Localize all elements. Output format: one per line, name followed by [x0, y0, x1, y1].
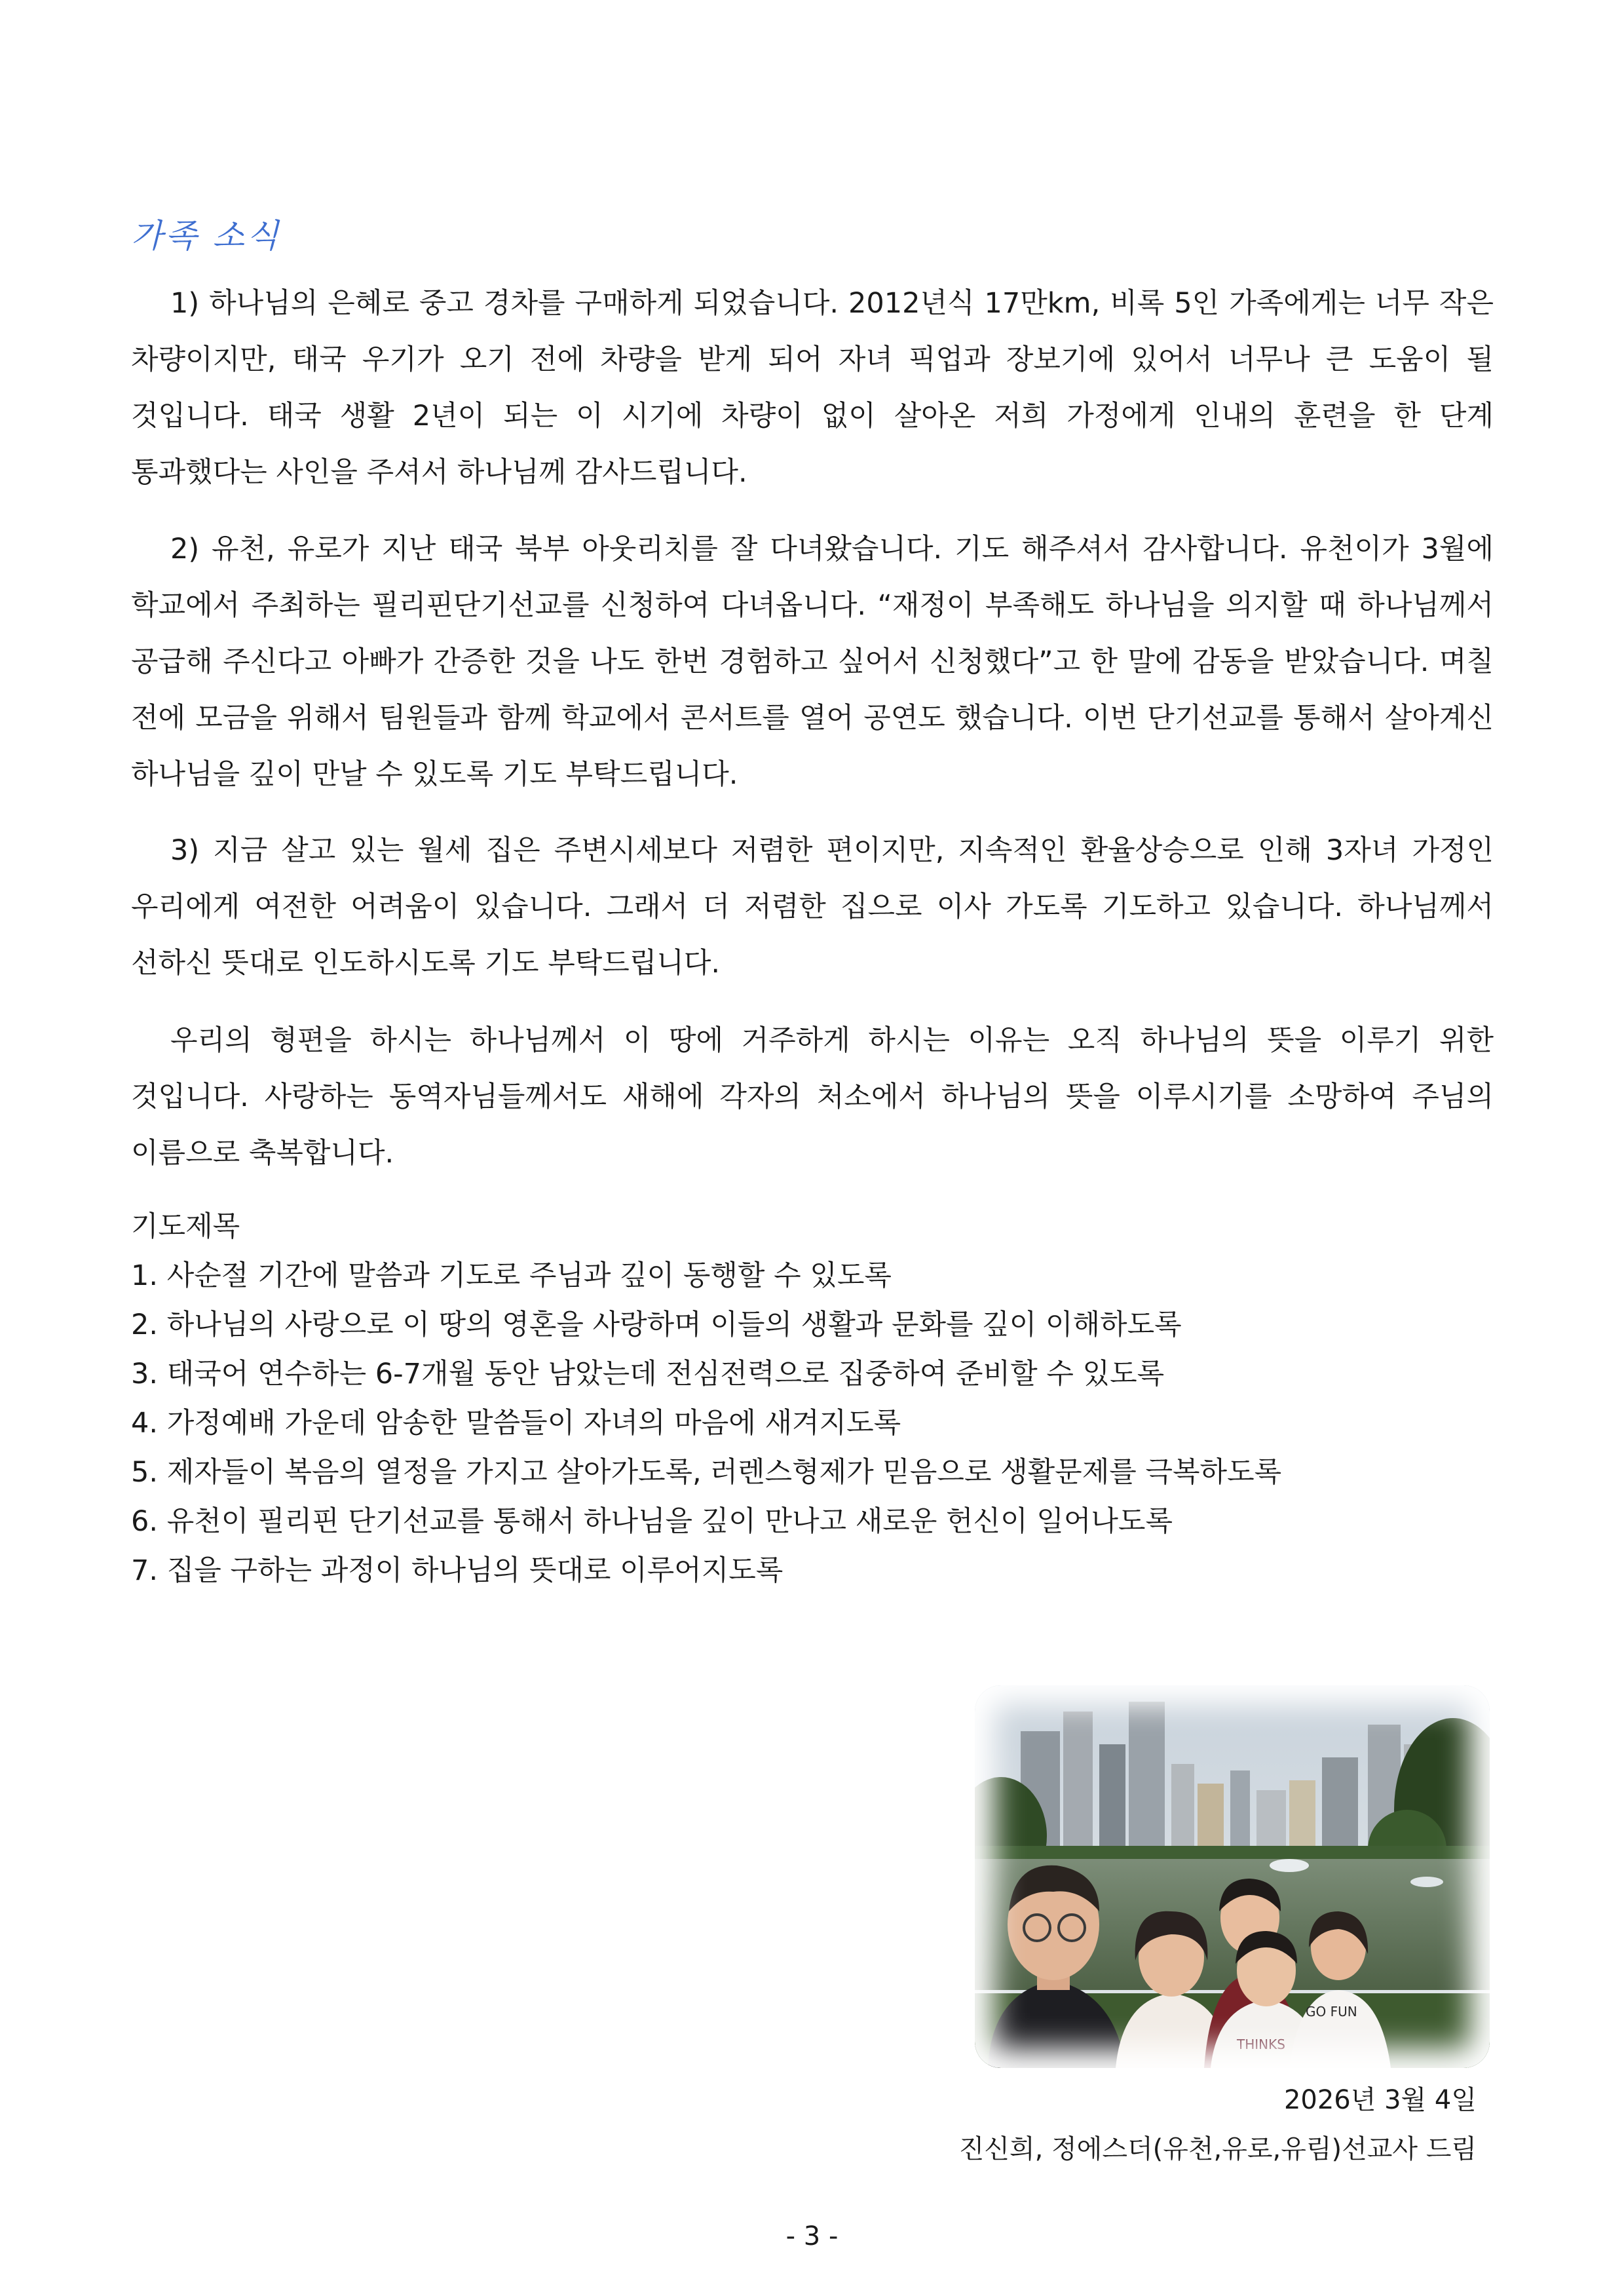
closing-paragraph: 우리의 형편을 하시는 하나님께서 이 땅에 거주하게 하시는 이유는 오직 하나님의 뜻을 이루기 위한 것입니다. 사랑하는 동역자님들께서도 새해에 각자의 처소에서 하나님의 뜻을 이루시기를 소망하여 주님의 이름으로 축복합니다.: [131, 1024, 1494, 1170]
prayer-item: 3. 태국어 연수하는 6-7개월 동안 남았는데 전심전력으로 집중하여 준비할 수 있도록: [131, 1358, 1165, 1390]
shirt-text-girl: GO FUN: [1306, 2004, 1357, 2019]
news-paragraph-2: 2) 유천, 유로가 지난 태국 북부 아웃리치를 잘 다녀왔습니다. 기도 해주셔서 감사합니다. 유천이가 3월에 학교에서 주최하는 필리핀단기선교를 신청하여 다녀옵니다. “재정이 부족해도 하나님을 의지할 때 하나님께서 공급해 주신다고 아빠가 간증한 것을 나도 한번 경험하고 싶어서 신청했다”고 한 말에 감동을 받았습니다. 며칠 전에 모금을 위해서 팀원들과 함께 학교에서 콘서트를 열어 공연도 했습니다. 이번 단기선교를 통해서 살아계신 하나님을 깊이 만날 수 있도록 기도 부탁드립니다.: [131, 533, 1494, 791]
shirt-text-front: THINKS: [1237, 2037, 1285, 2052]
family-photo-illustration: [975, 1685, 1490, 2068]
prayer-item: 2. 하나님의 사랑으로 이 땅의 영혼을 사랑하며 이들의 생활과 문화를 깊이 이해하도록: [131, 1309, 1182, 1341]
prayer-list-title: 기도제목: [131, 1210, 240, 1243]
letter-date: 2026년 3월 4일: [1283, 2085, 1477, 2115]
prayer-list: [131, 1252, 1507, 1596]
family-photo: [975, 1685, 1490, 2068]
news-paragraph-1: 1) 하나님의 은혜로 중고 경차를 구매하게 되었습니다. 2012년식 17만km, 비록 5인 가족에게는 너무 작은 차량이지만, 태국 우기가 오기 전에 차량을 받게 되어 자녀 픽업과 장보기에 있어서 너무나 큰 도움이 될 것입니다. 태국 생활 2년이 되는 이 시기에 차량이 없이 살아온 저희 가정에게 인내의 훈련을 한 단계 통과했다는 사인을 주셔서 하나님께 감사드립니다.: [131, 287, 1494, 489]
prayer-item: 7. 집을 구하는 과정이 하나님의 뜻대로 이루어지도록: [131, 1554, 784, 1587]
prayer-item: 5. 제자들이 복음의 열정을 가지고 살아가도록, 러렌스형제가 믿음으로 생활문제를 극복하도록: [131, 1456, 1282, 1489]
fountain: [1270, 1859, 1309, 1872]
section-heading: 가족 소식: [131, 217, 282, 255]
prayer-item: 6. 유천이 필리핀 단기선교를 통해서 하나님을 깊이 만나고 새로운 헌신이 일어나도록: [131, 1505, 1173, 1538]
prayer-item: 4. 가정예배 가운데 암송한 말씀들이 자녀의 마음에 새겨지도록: [131, 1407, 901, 1440]
letter-signature: 진신희, 정에스더(유천,유로,유림)선교사 드림: [958, 2134, 1477, 2164]
page-number: - 3 -: [785, 2221, 839, 2251]
news-paragraph-3: 3) 지금 살고 있는 월세 집은 주변시세보다 저렴한 편이지만, 지속적인 환율상승으로 인해 3자녀 가정인 우리에게 여전한 어려움이 있습니다. 그래서 더 저렴한 집으로 이사 가도록 기도하고 있습니다. 하나님께서 선하신 뜻대로 인도하시도록 기도 부탁드립니다.: [131, 834, 1494, 980]
prayer-item: 1. 사순절 기간에 말씀과 기도로 주님과 깊이 동행할 수 있도록: [131, 1259, 892, 1292]
